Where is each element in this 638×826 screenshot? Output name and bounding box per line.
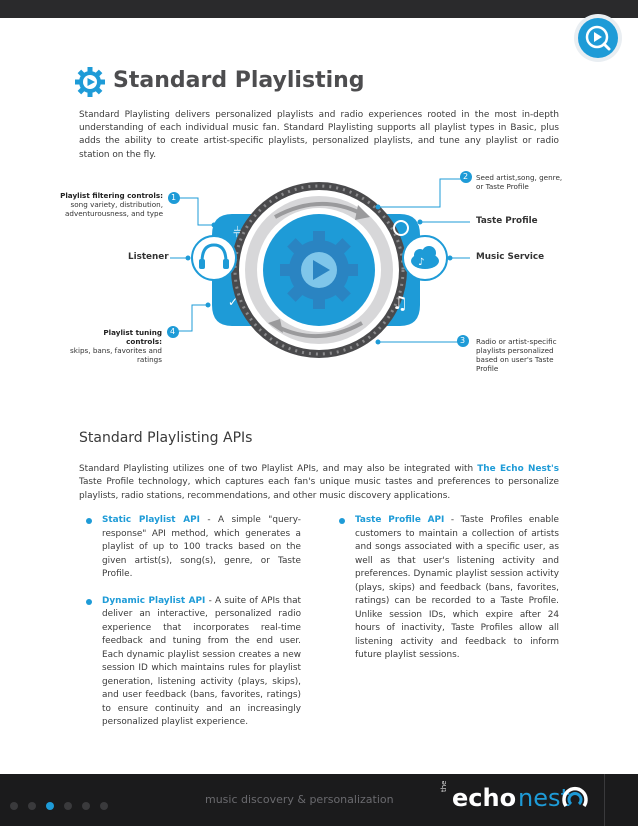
- echonest-swirl-icon: [560, 784, 590, 814]
- footer-tagline: music discovery & personalization: [205, 793, 394, 806]
- svg-text:♫: ♫: [392, 293, 409, 314]
- para-after: Taste Profile technology, which captures each fan's unique music tastes and preferences to personalize playlists, radio stations, recommendations, and other music discovery applications.: [79, 477, 559, 501]
- echo-nest-highlight: The Echo Nest's: [477, 464, 559, 474]
- api-item-taste: [339, 514, 559, 663]
- music-service-label: Music Service: [476, 252, 545, 262]
- filter-label: [60, 191, 163, 218]
- logo-echo: echo: [452, 784, 517, 812]
- badge-2: 2: [463, 172, 469, 181]
- svg-text:⫩: ⫩: [233, 225, 242, 241]
- footer-divider: [604, 774, 605, 826]
- logo-the: the: [440, 780, 448, 792]
- page-dot[interactable]: [10, 802, 18, 810]
- gear-play-icon: [74, 66, 106, 98]
- page-dot[interactable]: [28, 802, 36, 810]
- section-title: Standard Playlisting APIs: [79, 430, 253, 446]
- taste-profile-label: Taste Profile: [476, 216, 538, 226]
- right-column: [339, 514, 559, 676]
- apis-paragraph: [79, 463, 559, 503]
- page-dots: [10, 795, 118, 814]
- logo-nest: nest: [518, 784, 570, 812]
- para-before: Standard Playlisting utilizes one of two Playlist APIs, and may also be integrated with: [79, 464, 478, 474]
- bullet-icon: [86, 599, 92, 605]
- svg-text:✓: ✓: [228, 295, 239, 309]
- filter-desc: song variety, distribution, adventurousness, and type: [65, 200, 163, 218]
- badge-3: 3: [460, 336, 466, 345]
- badge-1: 1: [171, 193, 177, 202]
- page-dot[interactable]: [46, 802, 54, 810]
- seed-label: Seed artist,song, genre, or Taste Profile: [476, 173, 563, 191]
- tuning-label: [70, 328, 162, 364]
- page-dot[interactable]: [100, 802, 108, 810]
- api-name: Dynamic Playlist API: [102, 595, 206, 606]
- play-search-icon: [572, 12, 624, 64]
- page-dot[interactable]: [64, 802, 72, 810]
- left-column: [86, 514, 301, 743]
- api-desc: - Taste Profiles enable customers to maintain a collection of artists and songs associated with a specific user, as well as that user's listening activity and preferences. Dynamic playlist session activity (plays, skips) and feedback (bans, favorites, ratings) can be recorded to a Taste Profile. Unlike session IDs, which expire after 24 hours of inactivity, Taste Profiles allow all listening activity and feedback to inform future playlist sessions.: [355, 515, 559, 660]
- api-item-static: [86, 514, 301, 582]
- top-bar: [0, 0, 638, 18]
- page-dot[interactable]: [82, 802, 90, 810]
- listener-label: Listener: [128, 252, 169, 262]
- api-name: Taste Profile API: [355, 515, 445, 525]
- bullet-icon: [86, 518, 92, 524]
- tuning-desc: skips, bans, favorites and ratings: [70, 346, 162, 364]
- api-desc: - A suite of APIs that deliver an interactive, personalized radio experience that incorporates real-time feedback and tuning from the end user. Each dynamic playlist session creates a new session ID which maintains rules for playlist generation, listening activity (plays, skips), and user feedback (bans, favorites, ratings) to ensure continuity and an increasingly personalized playlist experience.: [102, 595, 301, 727]
- radio-label: Radio or artist-specific playlists personalized based on user's Taste Profile: [476, 337, 557, 373]
- intro-paragraph: Standard Playlisting delivers personalized playlists and radio experiences rooted in the most in-depth understanding of each individual music fan. Standard Playlisting supports all playlist types in Basic, plus adds the ability to create artist-specific playlists, personalized playlists, and tune any playlist or radio station on the fly.: [79, 110, 559, 160]
- tuning-title: Playlist tuning controls:: [103, 328, 162, 346]
- api-name: Static Playlist API: [102, 515, 200, 525]
- badge-4: 4: [170, 327, 176, 336]
- svg-text:♪: ♪: [418, 257, 425, 268]
- page-title: Standard Playlisting: [113, 68, 365, 93]
- api-item-dynamic: [86, 595, 301, 730]
- playlisting-diagram: [0, 165, 638, 395]
- footer: [0, 774, 638, 826]
- filter-title: Playlist filtering controls:: [60, 191, 163, 200]
- api-desc: - A simple "query-response" API method, which generates a playlist of up to 100 tracks based on the given artist(s), song(s), genre, or Taste Profile.: [102, 515, 301, 579]
- bullet-icon: [339, 518, 345, 524]
